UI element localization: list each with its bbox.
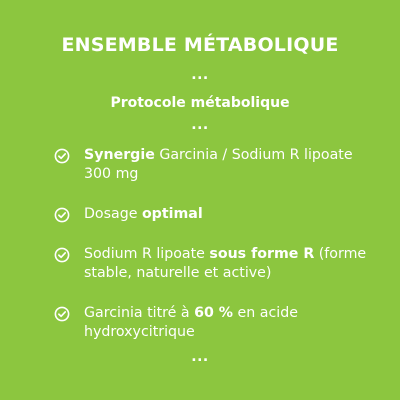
feature-text xyxy=(84,246,366,281)
check-circle-icon xyxy=(54,148,70,164)
page-title: ENSEMBLE MÉTABOLIQUE xyxy=(61,34,339,56)
separator-dots-top: ... xyxy=(191,67,209,83)
separator-dots-mid: ... xyxy=(191,117,209,133)
separator-dots-bottom: ... xyxy=(191,349,209,365)
feature-regular-2: (forme stable, naturelle et active) xyxy=(84,246,367,281)
subtitle: Protocole métabolique xyxy=(110,95,290,111)
feature-bold: Synergie xyxy=(84,147,155,163)
check-circle-icon xyxy=(54,207,70,223)
feature-text xyxy=(84,206,203,222)
feature-regular: Sodium R lipoate xyxy=(84,246,210,262)
feature-bold: 60 % xyxy=(194,305,234,321)
feature-regular: Garcinia / Sodium R lipoate 300 mg xyxy=(84,147,353,182)
feature-item-synergy xyxy=(54,146,384,184)
feature-item-garcinia xyxy=(54,304,384,342)
feature-text xyxy=(84,147,353,182)
feature-item-sodium xyxy=(54,245,384,283)
check-circle-icon xyxy=(54,247,70,263)
feature-list xyxy=(54,146,384,363)
feature-regular: Dosage xyxy=(84,206,142,222)
check-circle-icon xyxy=(54,306,70,322)
feature-text xyxy=(84,305,298,340)
feature-bold: optimal xyxy=(141,206,203,222)
feature-item-dosage xyxy=(54,205,384,224)
feature-regular-2: en acide hydroxycitrique xyxy=(84,305,298,340)
feature-bold: sous forme R xyxy=(209,246,315,262)
feature-regular: Garcinia titré à xyxy=(84,305,195,321)
